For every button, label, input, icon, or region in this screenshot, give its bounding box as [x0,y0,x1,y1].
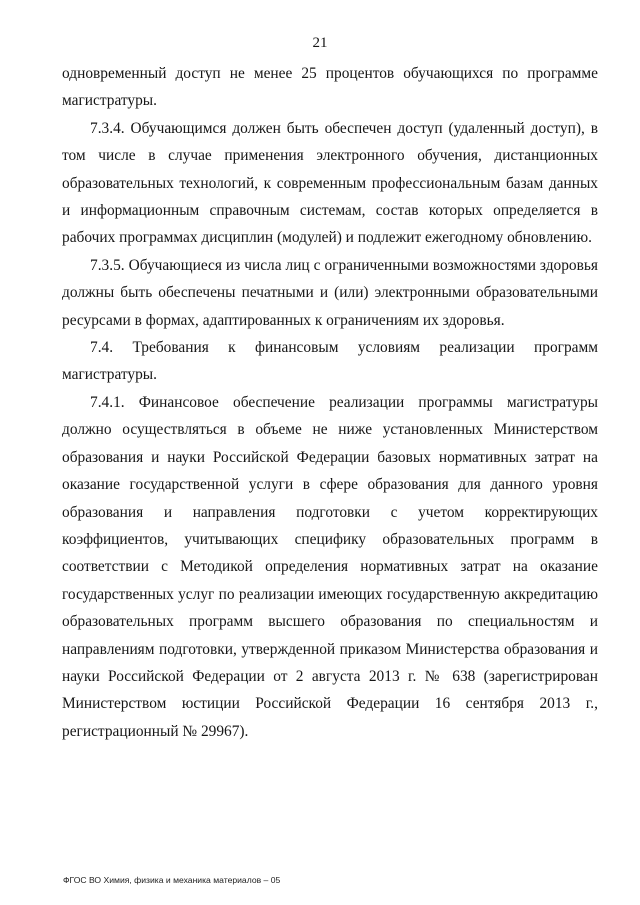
paragraph-7-4-heading: 7.4. Требования к финансовым условиям реализации программ магистратуры. [62,339,598,384]
paragraph-continuation: одновременный доступ не менее 25 процентов обучающихся по программе магистратуры. [62,65,598,110]
document-body [62,60,598,745]
paragraph-7-3-4: 7.3.4. Обучающимся должен быть обеспечен доступ (удаленный доступ), в том числе в случае применения электронного обучения, дистанционных образовательных технологий, к современным профессиональным базам данных и информационным справочным системам, состав которых определяется в рабочих программах дисциплин (модулей) и подлежит ежегодному обновлению. [62,119,598,247]
page-footer: ФГОС ВО Химия, физика и механика материалов – 05 [63,875,281,885]
paragraph-7-4-1: 7.4.1. Финансовое обеспечение реализации программы магистратуры должно осуществляться в объеме не ниже установленных Министерством образования и науки Российской Федерации базовых нормативных затрат на оказание государственной услуги в сфере образования для данного уровня образования и направления подготовки с учетом корректирующих коэффициентов, учитывающих специфику образовательных программ в соответствии с Методикой определения нормативных затрат на оказание государственных услуг по реализации имеющих государственную аккредитацию образовательных программ высшего образования по специальностям и направлениям подготовки, утвержденной приказом Министерства образования и науки Российской Федерации от 2 августа 2013 г. № 638 (зарегистрирован Министерством юстиции Российской Федерации 16 сентября 2013 г., регистрационный № 29967). [62,393,598,740]
paragraph-7-3-5: 7.3.5. Обучающиеся из числа лиц с ограниченными возможностями здоровья должны быть обеспечены печатными и (или) электронными образовательными ресурсами в формах, адаптированных к ограничениям их здоровья. [62,256,598,329]
page-number: 21 [312,35,328,51]
